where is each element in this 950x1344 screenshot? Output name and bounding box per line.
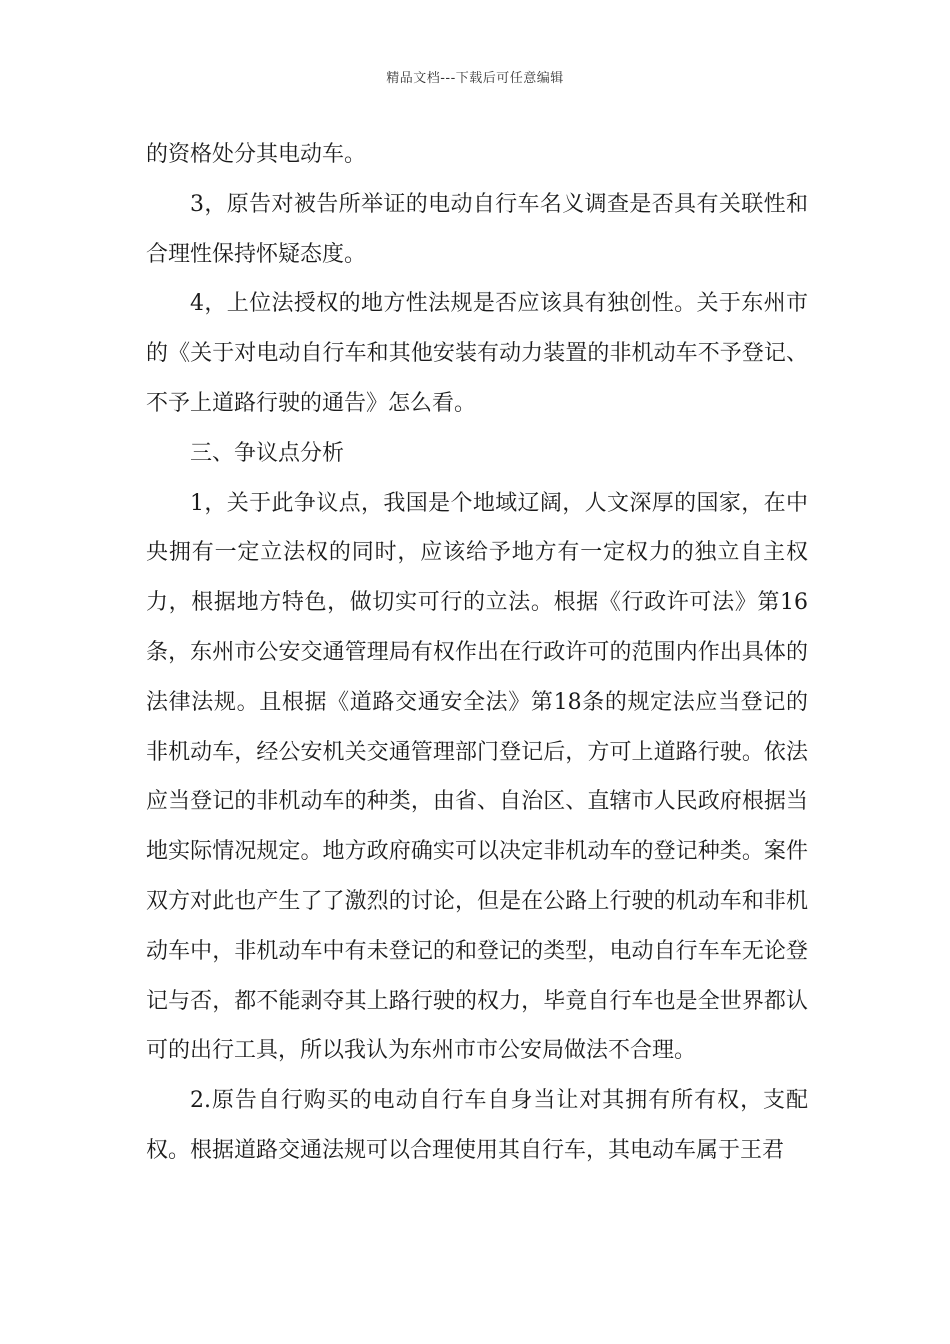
paragraph-point-4: 4，上位法授权的地方性法规是否应该具有独创性。关于东州市的《关于对电动自行车和其他安装有动力装置的非机动车不予登记、不予上道路行驶的通告》怎么看。 — [146, 291, 808, 416]
page-header: 精品文档---下载后可任意编辑 — [386, 71, 564, 86]
section-heading-dispute-analysis: 三、争议点分析 — [190, 440, 345, 466]
paragraph-continuation: 的资格处分其电动车。 — [146, 142, 367, 167]
paragraph-point-3: 3，原告对被告所举证的电动自行车名义调查是否具有关联性和合理性保持怀疑态度。 — [146, 191, 808, 267]
paragraph-analysis-2: 2.原告自行购买的电动自行车自身当让对其拥有所有权，支配权。根据道路交通法规可以合理使用其自行车，其电动车属于王君 — [146, 1088, 808, 1163]
paragraph-analysis-1: 1，关于此争议点，我国是个地域辽阔，人文深厚的国家，在中央拥有一定立法权的同时，应该给予地方有一定权力的独立自主权力，根据地方特色，做切实可行的立法。根据《行政许可法》第16条，东州市公安交通管理局有权作出在行政许可的范围内作出具体的法律法规。且根据《道路交通安全法》第18条的规定法应当登记的非机动车，经公安机关交通管理部门登记后，方可上道路行驶。依法应当登记的非机动车的种类，由省、自治区、直辖市人民政府根据当地实际情况规定。地方政府确实可以决定非机动车的登记种类。案件双方对此也产生了了激烈的讨论，但是在公路上行驶的机动车和非机动车中，非机动车中有未登记的和登记的类型，电动自行车车无论登记与否，都不能剥夺其上路行驶的权力，毕竟自行车也是全世界都认可的出行工具，所以我认为东州市市公安局做法不合理。 — [146, 490, 808, 1064]
document-body — [146, 130, 808, 1176]
